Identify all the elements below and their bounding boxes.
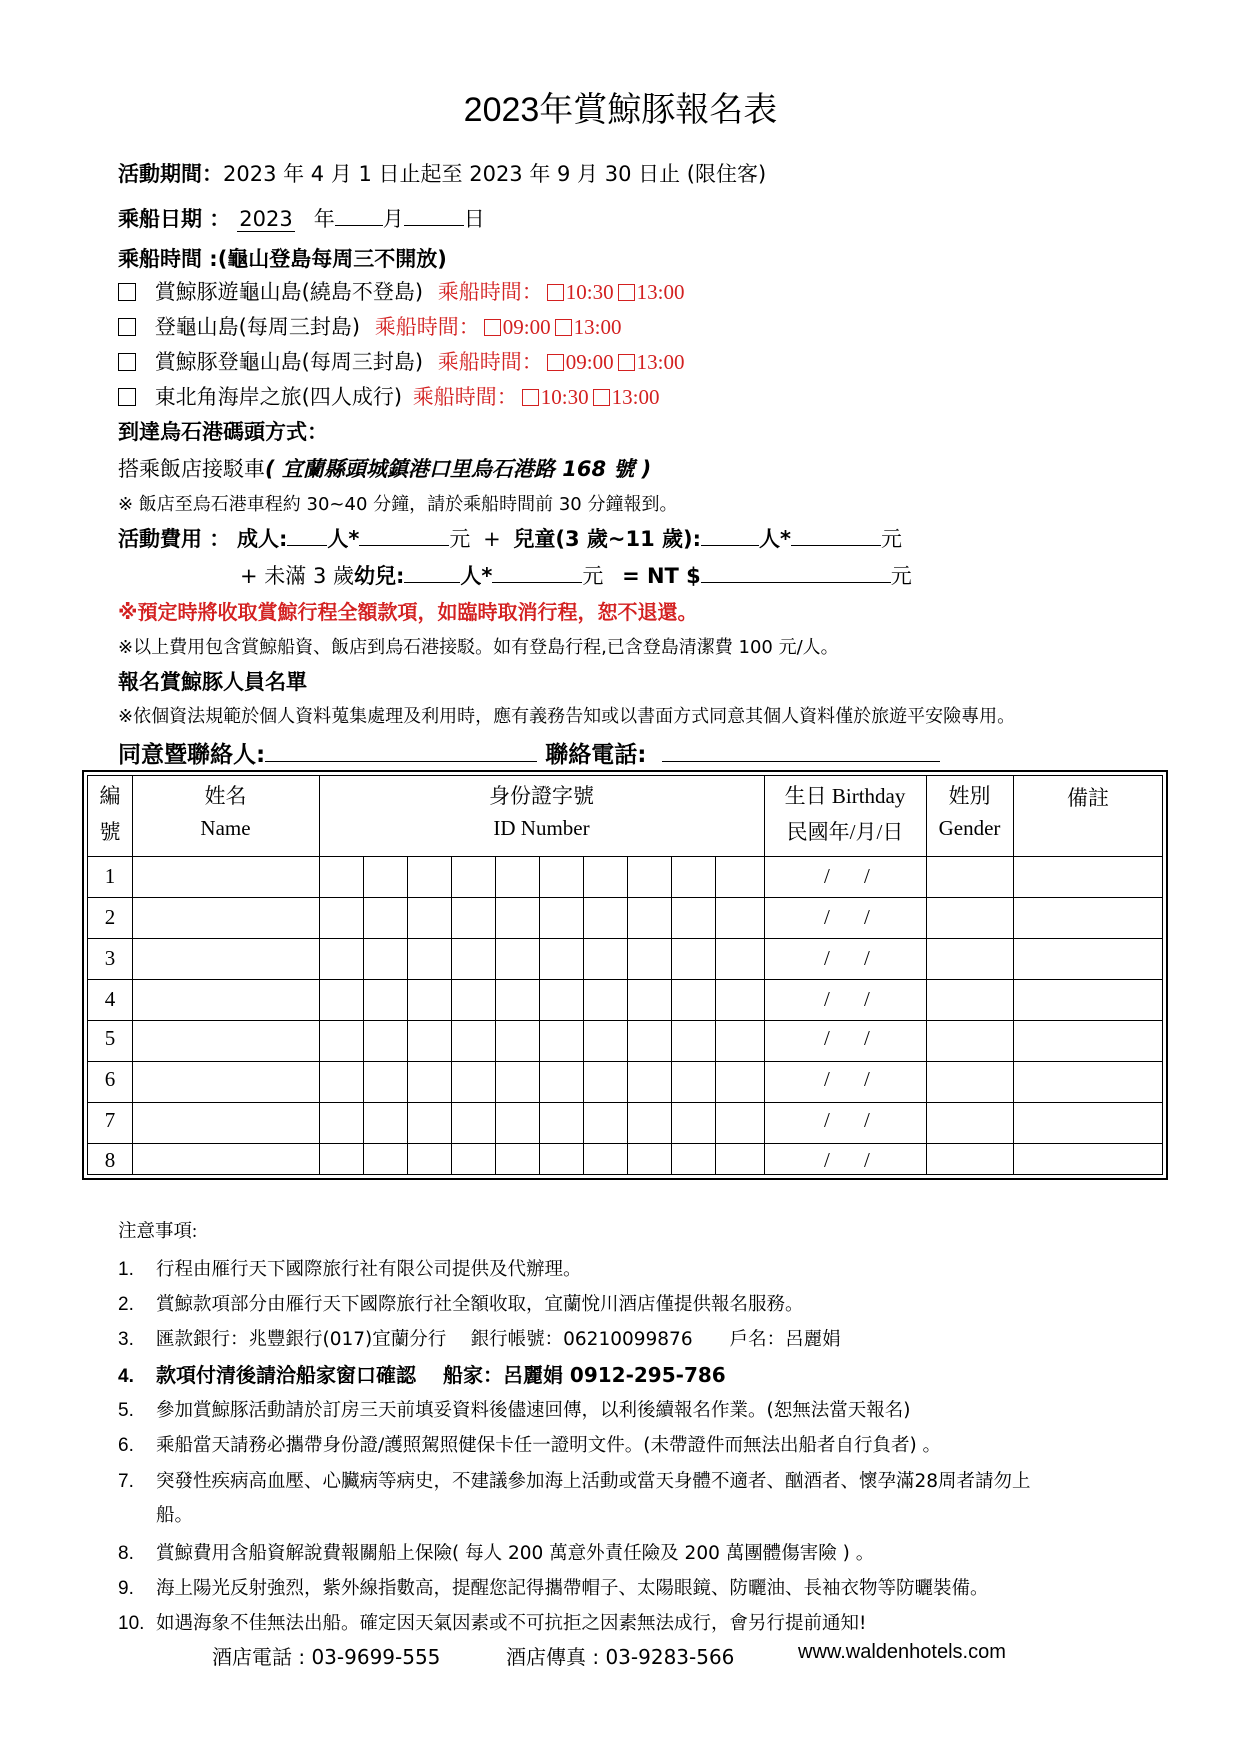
month-field[interactable]	[335, 205, 383, 226]
note-text: 海上陽光反射強烈，紫外線指數高，提醒您記得攜帶帽子、太陽眼鏡、防曬油、長袖衣物等防曬裝備。	[156, 1578, 989, 1599]
option-checkbox[interactable]	[118, 318, 136, 336]
note-number: 9.	[118, 1578, 134, 1599]
header-no-top: 編	[99, 784, 121, 808]
note-item	[118, 1431, 941, 1457]
row-number: 4	[104, 987, 116, 1011]
total-label: = NT $	[622, 564, 701, 588]
adult-count-field[interactable]	[287, 525, 327, 546]
note-item	[118, 1359, 726, 1388]
time-checkbox[interactable]	[618, 284, 635, 301]
year-field[interactable]: 2023	[237, 207, 295, 232]
row-divider	[88, 1061, 1162, 1062]
date-slash: /	[864, 1067, 870, 1091]
id-subcol-divider	[363, 856, 364, 1174]
boarding-time-header: 乘船時間 :(龜山登島每周三不開放)	[118, 247, 447, 271]
contact-line	[118, 736, 940, 769]
date-slash: /	[824, 905, 830, 929]
id-subcol-divider	[539, 856, 540, 1174]
option-row-4	[118, 381, 659, 411]
infant-prefix: + 未滿 3 歲	[240, 564, 354, 588]
notes-header: 注意事項:	[118, 1222, 198, 1242]
child-label: 兒童(3 歲~11 歲):	[513, 527, 702, 551]
option-checkbox[interactable]	[118, 283, 136, 301]
option-name: 賞鯨豚登龜山島(每周三封島)	[154, 350, 424, 374]
option-name: 賞鯨豚遊龜山島(繞島不登島)	[154, 280, 424, 304]
shuttle-line	[118, 453, 651, 483]
header-remark: 備註	[1067, 786, 1109, 810]
option-row-2	[118, 311, 621, 341]
header-gender-bottom: Gender	[938, 816, 1001, 840]
date-slash: /	[864, 905, 870, 929]
note-item	[118, 1290, 804, 1316]
note-item	[118, 1325, 841, 1351]
row-divider	[88, 856, 1162, 857]
fee-line-1	[118, 523, 902, 553]
day-unit: 日	[463, 207, 485, 231]
date-slash: /	[824, 987, 830, 1011]
participant-table	[82, 770, 1168, 1180]
fee-note: ※以上費用包含賞鯨船資、飯店到烏石港接駁。如有登島行程,已含登島清潔費 100 元/人。	[118, 637, 839, 658]
header-id-bottom: ID Number	[493, 816, 590, 840]
row-divider	[88, 979, 1162, 980]
note-text: 參加賞鯨豚活動請於訂房三天前填妥資料後儘速回傳，以利後續報名作業。(恕無法當天報名)	[156, 1400, 911, 1421]
date-slash: /	[824, 946, 830, 970]
date-slash: /	[864, 946, 870, 970]
person-unit: 人*	[327, 527, 360, 551]
header-name-bottom: Name	[200, 816, 251, 840]
note-text: 行程由雁行天下國際旅行社有限公司提供及代辦理。	[156, 1259, 582, 1280]
time-value: 10:30	[565, 280, 614, 304]
time-value: 13:00	[611, 385, 660, 409]
id-subcol-divider	[451, 856, 452, 1174]
row-divider	[88, 1143, 1162, 1144]
list-header: 報名賞鯨豚人員名單	[118, 670, 307, 694]
year-unit: 年	[313, 207, 335, 231]
hotel-fax: 酒店傳真 : 03-9283-566	[506, 1645, 735, 1669]
note-number: 1.	[118, 1259, 134, 1280]
header-birthday-top: 生日 Birthday	[784, 784, 906, 808]
yuan-unit: 元	[449, 527, 471, 551]
note-number: 5.	[118, 1400, 134, 1421]
note-number: 8.	[118, 1543, 134, 1564]
time-checkbox[interactable]	[555, 319, 572, 336]
yuan-unit: 元	[881, 527, 903, 551]
contact-name-field[interactable]	[265, 739, 537, 762]
option-time-label: 乘船時間：	[374, 315, 480, 339]
shuttle-address: ( 宜蘭縣頭城鎮港口里烏石港路 168 號 )	[265, 457, 652, 481]
hotel-phone: 酒店電話 : 03-9699-555	[212, 1645, 441, 1669]
time-checkbox[interactable]	[547, 354, 564, 371]
table-grid	[87, 775, 1163, 1175]
cancellation-warning: ※預定時將收取賞鯨行程全額款項，如臨時取消行程，恕不退還。	[118, 600, 698, 624]
option-checkbox[interactable]	[118, 353, 136, 371]
phone-label: 聯絡電話:	[545, 742, 647, 768]
row-number: 5	[104, 1026, 116, 1050]
header-no-bottom: 號	[99, 820, 121, 844]
note-text: 款項付清後請洽船家窗口確認 船家：呂麗娟 0912-295-786	[156, 1363, 726, 1387]
time-checkbox[interactable]	[522, 389, 539, 406]
note-text: 如遇海象不佳無法出船。確定因天氣因素或不可抗拒之因素無法成行，會另行提前通知!	[156, 1613, 867, 1634]
time-checkbox[interactable]	[618, 354, 635, 371]
infant-count-field[interactable]	[404, 562, 460, 583]
privacy-note: ※依個資法規範於個人資料蒐集處理及利用時，應有義務告知或以書面方式同意其個人資料僅於旅遊平安險專用。	[118, 706, 1016, 727]
yuan-unit: 元	[890, 564, 912, 588]
date-slash: /	[864, 1108, 870, 1132]
option-name: 東北角海岸之旅(四人成行)	[154, 385, 403, 409]
note-continuation: 船。	[156, 1505, 194, 1526]
month-unit: 月	[382, 207, 404, 231]
time-value: 13:00	[573, 315, 622, 339]
date-slash: /	[824, 1067, 830, 1091]
note-text: 賞鯨款項部分由雁行天下國際旅行社全額收取，宜蘭悅川酒店僅提供報名服務。	[156, 1294, 804, 1315]
hotel-website[interactable]: www.waldenhotels.com	[798, 1641, 1006, 1663]
note-item	[118, 1574, 989, 1600]
period-text: 2023 年 4 月 1 日止起至 2023 年 9 月 30 日止 (限住客)	[223, 162, 767, 186]
note-item	[118, 1539, 874, 1565]
id-subcol-divider	[671, 856, 672, 1174]
option-time-label: 乘船時間：	[437, 350, 543, 374]
date-slash: /	[824, 1026, 830, 1050]
shuttle-note: ※ 飯店至烏石港車程約 30~40 分鐘，請於乘船時間前 30 分鐘報到。	[118, 494, 678, 515]
id-subcol-divider	[627, 856, 628, 1174]
phone-field[interactable]	[662, 739, 940, 762]
plus-sign: +	[483, 527, 501, 551]
header-gender-top: 姓別	[948, 784, 991, 808]
note-number: 4.	[118, 1366, 134, 1387]
note-number: 3.	[118, 1329, 134, 1350]
row-number: 3	[104, 946, 116, 970]
time-checkbox[interactable]	[547, 284, 564, 301]
date-slash: /	[864, 1148, 870, 1172]
total-field[interactable]	[701, 562, 891, 583]
id-subcol-divider	[583, 856, 584, 1174]
note-text: 匯款銀行：兆豐銀行(017)宜蘭分行 銀行帳號：06210099876 戶名：呂麗娟	[156, 1329, 841, 1350]
note-number: 7.	[118, 1471, 134, 1492]
id-subcol-divider	[495, 856, 496, 1174]
period-label: 活動期間：	[118, 162, 223, 186]
row-divider	[88, 938, 1162, 939]
page-title: 2023年賞鯨豚報名表	[463, 91, 778, 129]
infant-label: 幼兒:	[353, 564, 405, 588]
time-value: 13:00	[636, 350, 685, 374]
date-label: 乘船日期 ：	[118, 207, 231, 231]
child-price-field[interactable]	[791, 525, 881, 546]
fee-line-2	[240, 560, 912, 590]
person-unit: 人*	[759, 527, 792, 551]
date-slash: /	[824, 864, 830, 888]
fee-label: 活動費用 ：	[118, 527, 231, 551]
row-divider	[88, 1102, 1162, 1103]
row-number: 7	[104, 1108, 116, 1132]
row-number: 2	[104, 905, 116, 929]
arrival-header: 到達烏石港碼頭方式：	[118, 420, 328, 444]
col-divider	[1013, 776, 1014, 1174]
note-number: 2.	[118, 1294, 134, 1315]
time-value: 10:30	[540, 385, 589, 409]
child-count-field[interactable]	[701, 525, 759, 546]
option-checkbox[interactable]	[118, 388, 136, 406]
note-text: 賞鯨費用含船資解說費報關船上保險( 每人 200 萬意外責任險及 200 萬團體傷害險 ) 。	[156, 1543, 875, 1564]
option-row-3	[118, 346, 684, 376]
day-field[interactable]	[404, 205, 464, 226]
activity-period	[118, 158, 766, 188]
option-time-label: 乘船時間：	[437, 280, 543, 304]
row-divider	[88, 1020, 1162, 1021]
note-item	[118, 1467, 1031, 1493]
note-text: 突發性疾病高血壓、心臟病等病史，不建議參加海上活動或當天身體不適者、酗酒者、懷孕滿28周者請勿上	[156, 1471, 1031, 1492]
note-number: 10.	[118, 1613, 145, 1634]
option-name: 登龜山島(每周三封島)	[154, 315, 361, 339]
note-item	[118, 1609, 866, 1635]
time-value: 09:00	[565, 350, 614, 374]
row-number: 1	[104, 864, 116, 888]
date-slash: /	[824, 1148, 830, 1172]
adult-price-field[interactable]	[359, 525, 449, 546]
id-subcol-divider	[715, 856, 716, 1174]
row-number: 8	[104, 1148, 116, 1172]
adult-label: 成人:	[237, 527, 288, 551]
person-unit: 人*	[460, 564, 493, 588]
contact-label: 同意暨聯絡人:	[118, 742, 266, 768]
date-slash: /	[864, 987, 870, 1011]
yuan-unit: 元	[582, 564, 604, 588]
note-item	[118, 1255, 582, 1281]
id-subcol-divider	[407, 856, 408, 1174]
row-number: 6	[104, 1067, 116, 1091]
row-divider	[88, 897, 1162, 898]
boarding-date	[118, 203, 485, 233]
infant-price-field[interactable]	[492, 562, 582, 583]
header-birthday-bottom: 民國年/月/日	[786, 820, 904, 844]
header-id-top: 身份證字號	[489, 784, 594, 808]
option-row-1	[118, 276, 684, 306]
time-checkbox[interactable]	[484, 319, 501, 336]
note-text: 乘船當天請務必攜帶身份證/護照駕照健保卡任一證明文件。(未帶證件而無法出船者自行負者) 。	[156, 1435, 942, 1456]
date-slash: /	[864, 1026, 870, 1050]
option-time-label: 乘船時間：	[412, 385, 518, 409]
header-name-top: 姓名	[204, 784, 247, 808]
time-checkbox[interactable]	[593, 389, 610, 406]
date-slash: /	[824, 1108, 830, 1132]
date-slash: /	[864, 864, 870, 888]
time-value: 13:00	[636, 280, 685, 304]
time-value: 09:00	[502, 315, 551, 339]
note-number: 6.	[118, 1435, 134, 1456]
note-item	[118, 1396, 910, 1422]
shuttle-text: 搭乘飯店接駁車	[118, 457, 265, 481]
